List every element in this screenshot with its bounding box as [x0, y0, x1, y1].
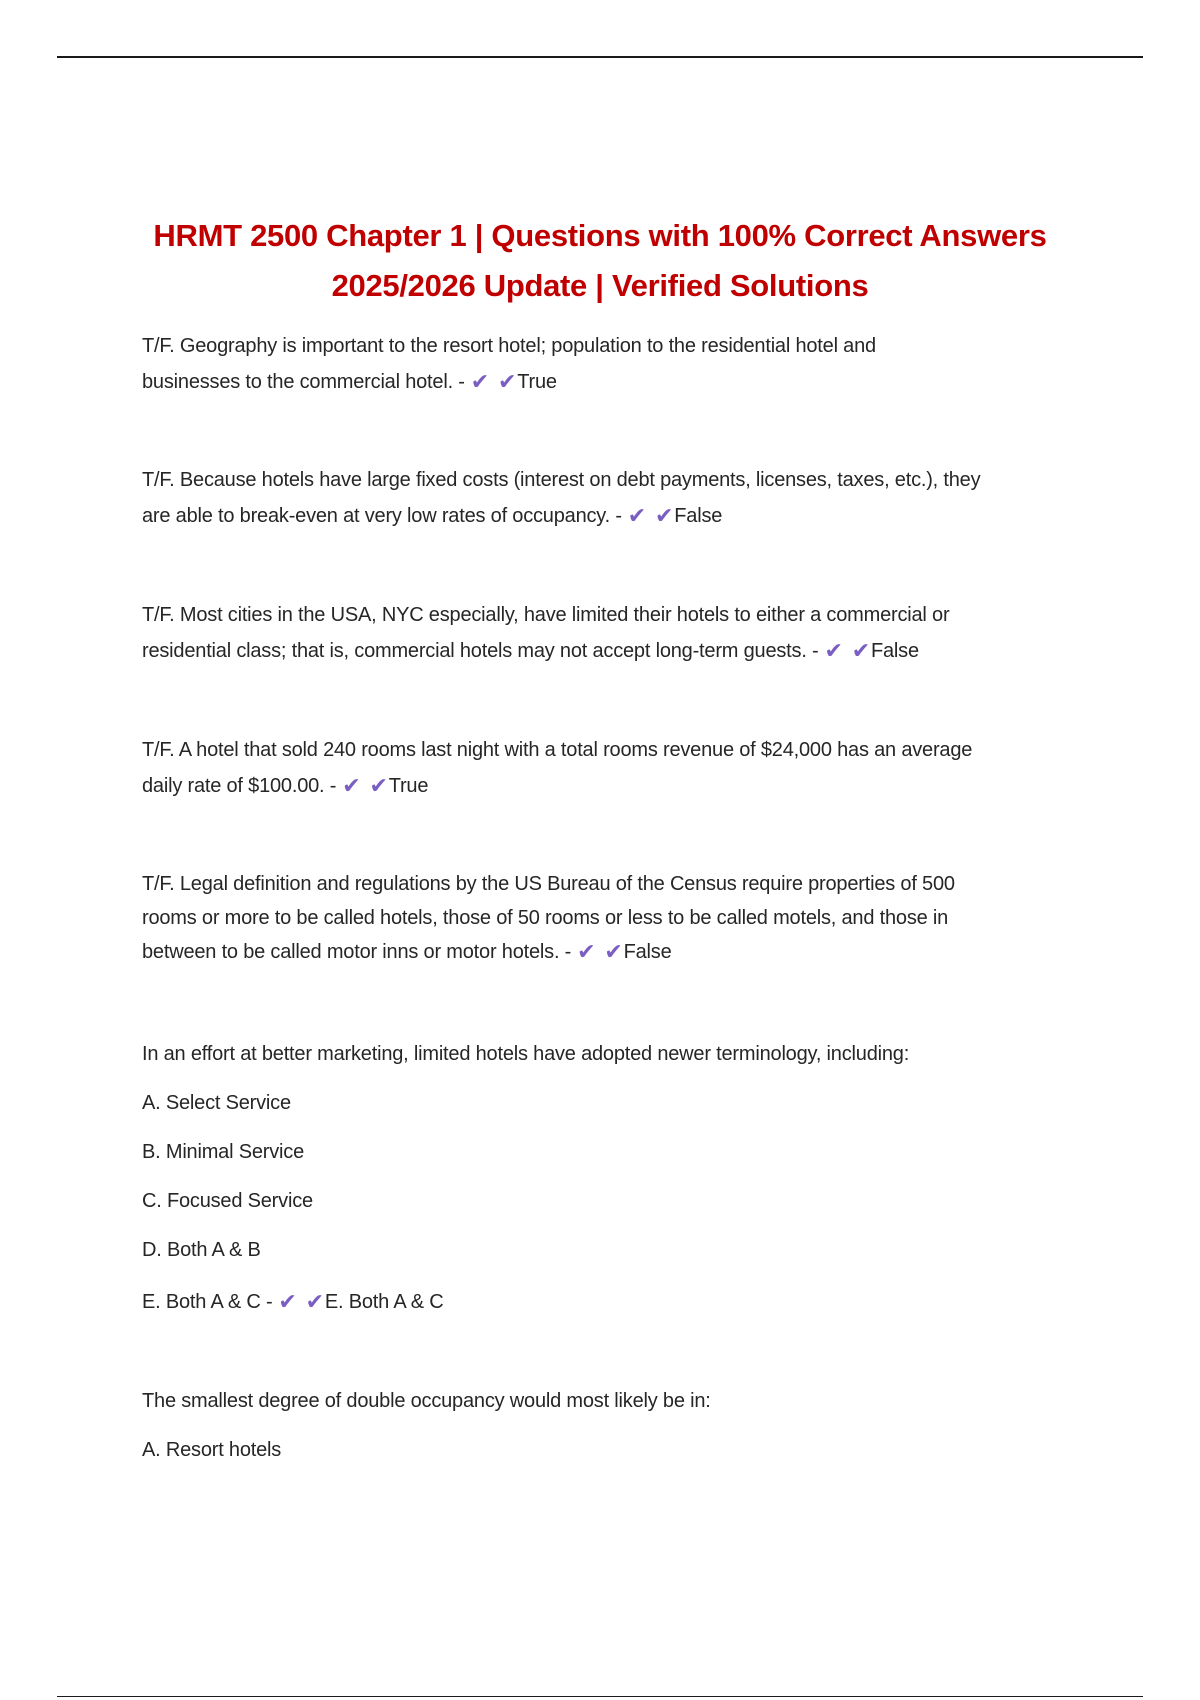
- question-text-tail: between to be called motor inns or motor hotels. -: [142, 941, 572, 963]
- title-line-2: 2025/2026 Update | Verified Solutions: [331, 268, 869, 303]
- question-text-line: [142, 633, 1082, 669]
- mc-question-stem: In an effort at better marketing, limited hotels have adopted newer terminology, including:: [142, 1043, 910, 1065]
- mc-option: C. Focused Service: [142, 1190, 313, 1212]
- document-title: [100, 211, 1100, 311]
- question-text-line: rooms or more to be called hotels, those of 50 rooms or less to be called motels, and those in: [142, 907, 949, 929]
- question-text-line: [142, 935, 1082, 969]
- mc-option-with-answer: [142, 1284, 1082, 1320]
- top-rule: [57, 56, 1143, 58]
- question-1: [142, 328, 1082, 400]
- question-text-tail: daily rate of $100.00. -: [142, 775, 337, 797]
- mc-option: D. Both A & B: [142, 1239, 261, 1261]
- mc-option: A. Select Service: [142, 1092, 291, 1114]
- question-text-tail: residential class; that is, commercial hotels may not accept long-term guests. -: [142, 640, 819, 662]
- question-text-line: T/F. Most cities in the USA, NYC especially, have limited their hotels to either a commercial or: [142, 604, 950, 626]
- answer-text: True: [388, 775, 429, 797]
- question-text-line: [142, 768, 1082, 804]
- title-line-1: HRMT 2500 Chapter 1 | Questions with 100% Correct Answers: [153, 218, 1047, 253]
- check-icon: ✔: [655, 503, 674, 528]
- answer-text: False: [674, 505, 723, 527]
- check-icon: ✔: [497, 369, 517, 394]
- question-text-line: T/F. Geography is important to the resort hotel; population to the residential hotel and: [142, 335, 876, 357]
- question-text-line: T/F. A hotel that sold 240 rooms last night with a total rooms revenue of $24,000 has an average: [142, 739, 973, 761]
- check-icon: ✔: [342, 773, 361, 798]
- check-icon: ✔: [369, 773, 388, 798]
- bottom-rule: [57, 1696, 1143, 1697]
- check-icon: ✔: [577, 939, 596, 964]
- answer-text: False: [623, 941, 672, 963]
- check-icon: ✔: [278, 1289, 297, 1314]
- check-icon: ✔: [824, 638, 843, 663]
- question-text-line: [142, 498, 1082, 534]
- mc-option: E. Both A & C -: [142, 1291, 273, 1313]
- question-text-line: T/F. Legal definition and regulations by the US Bureau of the Census require properties of 500: [142, 873, 955, 895]
- question-text-line: T/F. Because hotels have large fixed costs (interest on debt payments, licenses, taxes, etc.), they: [142, 469, 981, 491]
- question-4: [142, 732, 1082, 804]
- question-3: [142, 597, 1082, 669]
- question-2: [142, 462, 1082, 534]
- check-icon: ✔: [604, 939, 623, 964]
- question-5: [142, 867, 1082, 969]
- check-icon: ✔: [470, 369, 489, 394]
- mc-question-stem: The smallest degree of double occupancy would most likely be in:: [142, 1390, 711, 1412]
- answer-text: True: [517, 371, 557, 393]
- mc-option: B. Minimal Service: [142, 1141, 304, 1163]
- question-text-tail: businesses to the commercial hotel. -: [142, 371, 465, 393]
- check-icon: ✔: [627, 503, 647, 528]
- answer-text: False: [870, 640, 919, 662]
- question-text-tail: are able to break-even at very low rates of occupancy. -: [142, 505, 622, 527]
- mc-option: A. Resort hotels: [142, 1439, 282, 1461]
- answer-text: E. Both A & C: [324, 1291, 444, 1313]
- question-text-line: [142, 364, 1082, 400]
- check-icon: ✔: [305, 1289, 324, 1314]
- check-icon: ✔: [851, 638, 870, 663]
